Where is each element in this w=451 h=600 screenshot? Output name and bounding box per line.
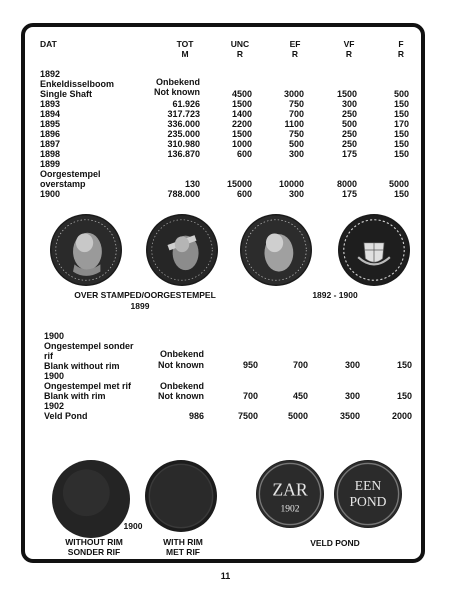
caption-date-range: 1892 - 1900	[312, 290, 358, 300]
ef-cell: 750	[288, 99, 304, 109]
f-cell: 150	[393, 109, 409, 119]
row-label: 1900	[44, 331, 65, 341]
page-number: 11	[220, 571, 231, 581]
coin-veld2-text-2: POND	[349, 494, 387, 510]
header-vf	[334, 39, 364, 59]
tot-cell: Not known	[158, 360, 204, 370]
ef-cell: 10000	[278, 179, 304, 189]
caption-1899: 1899	[130, 301, 150, 311]
unc-cell: 1000	[231, 139, 252, 149]
tot-cell: 61.926	[172, 99, 200, 109]
row-label: 1895	[40, 119, 61, 129]
row-label: 1902	[44, 401, 65, 411]
row-label: 1900	[44, 371, 65, 381]
tot-cell: 317.723	[167, 109, 200, 119]
ef-cell: 750	[288, 129, 304, 139]
f-cell: 150	[393, 99, 409, 109]
vf-cell: 300	[341, 99, 357, 109]
vf-cell: 3500	[339, 411, 360, 421]
coin-blank-with-rim-image	[145, 460, 217, 532]
vf-cell: 1500	[336, 89, 357, 99]
ef-cell: 450	[292, 391, 308, 401]
kruger-portrait-icon	[50, 214, 122, 286]
f-cell: 2000	[391, 411, 412, 421]
caption-without-rim	[44, 537, 144, 557]
vf-cell: 250	[341, 139, 357, 149]
caption-with-rim-line2: MET RIF	[166, 547, 200, 557]
vf-cell: 8000	[336, 179, 357, 189]
header-tot-line2: M	[181, 49, 189, 59]
coin-veld1-text-2: 1902	[280, 504, 300, 515]
header-ef-line2: R	[291, 49, 299, 59]
row-label: 1892	[40, 69, 61, 79]
ef-cell: 700	[288, 109, 304, 119]
row-label: Enkeldisselboom	[40, 79, 115, 89]
header-f-line2: R	[397, 49, 405, 59]
caption-veld-pond: VELD POND	[310, 538, 360, 548]
header-ef-line1: EF	[289, 39, 301, 49]
unc-cell: 950	[242, 360, 258, 370]
f-cell: 150	[396, 360, 412, 370]
vf-cell: 175	[341, 189, 357, 199]
header-tot	[170, 39, 200, 59]
f-cell: 150	[393, 129, 409, 139]
vf-cell: 175	[341, 149, 357, 159]
f-cell: 170	[393, 119, 409, 129]
ef-cell: 500	[288, 139, 304, 149]
row-label: Ongestempel met rif	[44, 381, 132, 391]
header-vf-line1: VF	[343, 39, 355, 49]
header-unc-line1: UNC	[230, 39, 250, 49]
coin-veld2-text-1: EEN	[354, 477, 382, 493]
coin-overstamp-reverse-image	[146, 214, 218, 286]
header-vf-line2: R	[345, 49, 353, 59]
tot-cell: 986	[188, 411, 204, 421]
coat-of-arms-icon	[338, 214, 410, 286]
tot-cell: Not known	[154, 87, 200, 97]
vf-cell: 300	[344, 391, 360, 401]
unc-cell: 600	[236, 149, 252, 159]
ef-cell: 300	[288, 189, 304, 199]
f-cell: 150	[396, 391, 412, 401]
unc-cell: 700	[242, 391, 258, 401]
coin-veld-pond-obverse-image	[256, 460, 324, 528]
caption-without-rim-line1: WITHOUT RIM	[65, 537, 123, 547]
vf-cell: 250	[341, 129, 357, 139]
coin-veld-pond-reverse-image	[334, 460, 402, 528]
unc-cell: 600	[236, 189, 252, 199]
header-unc	[225, 39, 255, 59]
vf-cell: 500	[341, 119, 357, 129]
row-label: 1896	[40, 129, 61, 139]
row-label: Single Shaft	[40, 89, 93, 99]
row-label: Oorgestempel	[40, 169, 101, 179]
tot-cell: 336.000	[167, 119, 200, 129]
kruger-portrait-icon	[240, 214, 312, 286]
header-f	[386, 39, 416, 59]
row-label: overstamp	[40, 179, 86, 189]
unc-cell: 1400	[231, 109, 252, 119]
caption-with-rim-line1: WITH RIM	[163, 537, 203, 547]
header-ef	[280, 39, 310, 59]
row-label: Blank without rim	[44, 361, 120, 371]
caption-overstamped: OVER STAMPED/OORGESTEMPEL	[74, 290, 216, 300]
caption-1900: 1900	[123, 521, 143, 531]
row-label: Ongestempel sonder	[44, 341, 134, 351]
unc-cell: 15000	[226, 179, 252, 189]
caption-with-rim	[148, 537, 218, 557]
tot-cell: 130	[184, 179, 200, 189]
row-label: 1897	[40, 139, 61, 149]
caption-without-rim-line2: SONDER RIF	[67, 547, 121, 557]
vf-cell: 300	[344, 360, 360, 370]
unc-cell: 7500	[237, 411, 258, 421]
ef-cell: 1100	[284, 119, 304, 129]
een-pond-icon	[334, 460, 402, 528]
row-label: rif	[44, 351, 53, 361]
unc-cell: 4500	[231, 89, 252, 99]
ef-cell: 3000	[283, 89, 304, 99]
header-f-line1: F	[398, 39, 404, 49]
ef-cell: 5000	[287, 411, 308, 421]
coin-portrait-overstamp-image	[50, 214, 122, 286]
tot-cell: Onbekend	[159, 381, 204, 391]
f-cell: 150	[393, 139, 409, 149]
row-label: 1893	[40, 99, 61, 109]
unc-cell: 2200	[231, 119, 252, 129]
coin-veld1-text-1: ZAR	[272, 479, 308, 500]
coin-arms-reverse-image	[338, 214, 410, 286]
tot-cell: 788.000	[167, 189, 200, 199]
header-dat: DAT	[40, 39, 57, 49]
row-label: Veld Pond	[44, 411, 88, 421]
ef-cell: 300	[288, 149, 304, 159]
vf-cell: 250	[341, 109, 357, 119]
ef-cell: 700	[292, 360, 308, 370]
coin-portrait-image	[240, 214, 312, 286]
row-label: Blank with rim	[44, 391, 106, 401]
tot-cell: Onbekend	[159, 349, 204, 359]
tot-cell: 310.980	[167, 139, 200, 149]
f-cell: 500	[393, 89, 409, 99]
unc-cell: 1500	[231, 129, 252, 139]
zar-monogram-icon	[256, 460, 324, 528]
overstamped-portrait-icon	[146, 214, 218, 286]
header-unc-line2: R	[236, 49, 244, 59]
row-label: 1899	[40, 159, 61, 169]
row-label: 1894	[40, 109, 61, 119]
tot-cell: 235.000	[167, 129, 200, 139]
f-cell: 5000	[388, 179, 409, 189]
f-cell: 150	[393, 189, 409, 199]
tot-cell: Not known	[158, 391, 204, 401]
f-cell: 150	[393, 149, 409, 159]
blank-planchet-rim-icon	[145, 460, 217, 532]
header-tot-line1: TOT	[176, 39, 194, 49]
unc-cell: 1500	[231, 99, 252, 109]
tot-cell: Onbekend	[155, 77, 200, 87]
row-label: 1898	[40, 149, 61, 159]
row-label: 1900	[40, 189, 61, 199]
tot-cell: 136.870	[167, 149, 200, 159]
